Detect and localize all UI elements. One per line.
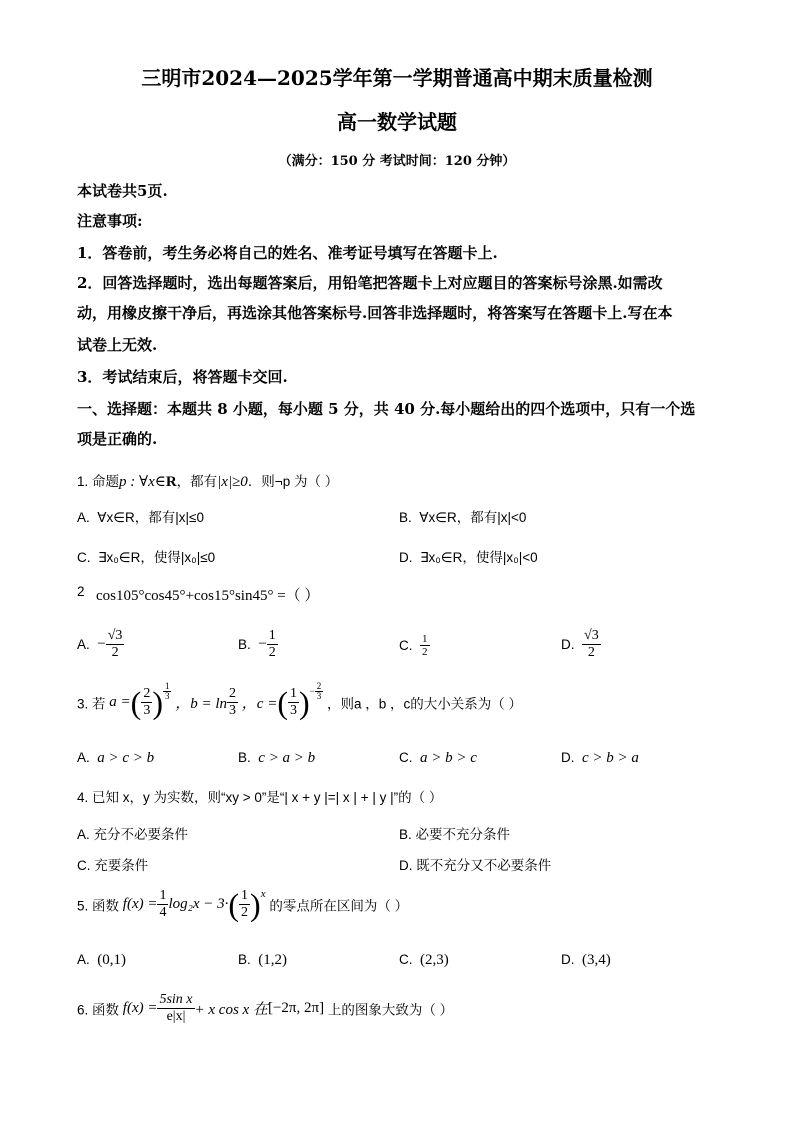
- q5-option-a-label: A.: [77, 952, 90, 967]
- q3-c-base-denominator: 3: [289, 703, 297, 718]
- q6-tail: + x cos x 在: [194, 1002, 268, 1018]
- q3-c-right-paren: ): [298, 684, 310, 721]
- q3-a-lhs: a =: [109, 694, 131, 710]
- q3-option-d-text: c > b > a: [582, 750, 639, 766]
- q4-option-b: B. 必要不充分条件: [399, 827, 511, 842]
- q3-option-d: [561, 750, 639, 767]
- q1-option-a: [77, 506, 204, 526]
- q3-option-c-text: a > b > c: [420, 750, 477, 766]
- q1-stem-suffix: ．则¬p 为（ ）: [247, 474, 339, 489]
- q5-option-c: [399, 952, 449, 969]
- q5-stem-prefix: 5. 函数: [77, 898, 120, 914]
- q3-stem-suffix: ，则a ，b ，c的大小关系为（ ）: [326, 696, 523, 712]
- q6-stem-suffix: 上的图象大致为（ ）: [327, 1002, 454, 1018]
- q5-right-paren: ): [250, 886, 261, 923]
- question-5-stem: [77, 888, 408, 921]
- q2-option-b-fraction: [267, 628, 278, 661]
- q1-option-b-text: ∀x∈R，都有|x|<0: [419, 510, 527, 525]
- q2-option-a: [77, 628, 124, 661]
- q5-left-paren: (: [228, 886, 240, 923]
- q1-option-c-text: ∃x₀∈R，使得|x₀|≤0: [98, 550, 216, 565]
- note-2-line-3: 试卷上无效.: [77, 336, 158, 354]
- q5-coef-fraction: [157, 888, 168, 921]
- q1-option-d-label: D.: [399, 550, 413, 565]
- q3-option-d-label: D.: [561, 750, 575, 765]
- q1-option-c-label: C.: [77, 550, 91, 565]
- q6-interval: [−2π, 2π]: [267, 1000, 325, 1016]
- q3-option-a-text: a > c > b: [97, 750, 155, 766]
- q2-option-b-label: B.: [238, 637, 251, 652]
- q5-half-denominator: 2: [241, 905, 249, 920]
- q3-a-right-paren: ): [152, 684, 163, 721]
- q3-b-fraction: [227, 686, 238, 719]
- q1-option-a-text: ∀x∈R，都有|x|≤0: [97, 510, 204, 525]
- q3-stem-prefix: 3. 若: [77, 696, 106, 712]
- q5-option-d-text: (3,4): [582, 952, 611, 968]
- q2-option-d-numerator: √3: [584, 628, 599, 643]
- q2-option-d-label: D.: [561, 637, 575, 652]
- q2-option-a-sign: −: [97, 636, 106, 652]
- q1-option-d: [399, 546, 538, 566]
- note-1: 1．答卷前，考生务必将自己的姓名、准考证号填写在答题卡上.: [77, 244, 498, 262]
- q3-option-b-label: B.: [238, 750, 251, 765]
- q2-option-d-fraction: [582, 628, 601, 661]
- exam-subtitle: 高一数学试题: [337, 110, 457, 134]
- q5-option-b: [238, 952, 287, 969]
- q4-option-c: C. 充要条件: [77, 858, 149, 873]
- q1-option-d-text: ∃x₀∈R，使得|x₀|<0: [420, 550, 538, 565]
- page-count-note: 本试卷共5页.: [77, 182, 168, 200]
- q5-option-d: [561, 952, 611, 969]
- q2-option-a-label: A.: [77, 637, 90, 652]
- q5-function: f(x) =: [122, 896, 158, 912]
- q3-b-numerator: 2: [229, 686, 237, 701]
- q2-option-b-sign: −: [258, 636, 267, 652]
- exam-meta: （满分：150 分 考试时间：120 分钟）: [278, 154, 516, 169]
- q5-exponent: x: [260, 888, 266, 900]
- q5-stem-suffix: 的零点所在区间为（ ）: [269, 898, 409, 914]
- q2-option-d-denominator: 2: [587, 645, 595, 660]
- q5-option-a: [77, 952, 126, 969]
- q2-option-d: [561, 628, 601, 661]
- q3-c-expr: ，c =: [241, 696, 278, 712]
- q3-b-denominator: 3: [229, 703, 237, 718]
- q2-option-c-denominator: 2: [422, 646, 428, 658]
- q3-option-a-label: A.: [77, 750, 90, 765]
- q5-option-b-text: (1,2): [258, 952, 288, 968]
- q1-real-set: R: [165, 474, 177, 490]
- q5-coef-numerator: 1: [159, 888, 167, 903]
- q1-option-b-label: B.: [399, 510, 412, 525]
- note-3: 3．考试结束后，将答题卡交回.: [77, 368, 288, 386]
- q3-option-b-text: c > a > b: [258, 750, 316, 766]
- q3-a-base-denominator: 3: [143, 703, 151, 718]
- note-2-line-2: 动，用橡皮擦干净后，再选涂其他答案标号.回答非选择题时，将答案写在答题卡上.写在本: [77, 304, 673, 322]
- q4-option-a: A. 充分不必要条件: [77, 827, 189, 842]
- q2-option-c-numerator: 1: [422, 633, 428, 645]
- q3-c-base: [288, 686, 299, 719]
- q3-option-b: [238, 750, 315, 767]
- q1-proposition: p : ∀x∈: [119, 474, 166, 490]
- q4-option-d: D. 既不充分又不必要条件: [399, 858, 552, 873]
- q3-option-c: [399, 750, 477, 767]
- q2-option-a-denominator: 2: [111, 645, 119, 660]
- q1-option-c: [77, 546, 215, 566]
- q6-numerator: 5sin x: [159, 992, 193, 1007]
- q1-option-b: [399, 506, 526, 526]
- q3-a-exponent-denominator: 3: [164, 691, 170, 701]
- q3-c-exponent-numerator: 2: [316, 681, 322, 691]
- q5-option-c-label: C.: [399, 952, 413, 967]
- q6-denominator: e|x|: [166, 1009, 186, 1024]
- question-6-stem: [77, 992, 453, 1025]
- q2-option-a-fraction: [106, 628, 125, 661]
- q6-function: f(x) =: [122, 1000, 158, 1016]
- q6-stem-prefix: 6. 函数: [77, 1002, 120, 1018]
- section-1-instructions-line-2: 项是正确的.: [77, 430, 158, 448]
- question-3-stem: [77, 681, 523, 721]
- q5-half-numerator: 1: [241, 888, 249, 903]
- q1-stem-mid: ，都有: [176, 474, 218, 489]
- q2-option-a-numerator: √3: [107, 628, 123, 643]
- question-4-stem: 4. 已知 x，y 为实数，则“xy > 0”是“| x + y |=| x | + | y |”的（ ）: [77, 790, 443, 805]
- q3-c-exponent-denominator: 3: [316, 691, 322, 701]
- q5-coef-denominator: 4: [159, 905, 167, 920]
- q5-log-term: log₂x − 3·: [168, 896, 229, 912]
- q2-option-b: [238, 628, 278, 661]
- q5-option-d-label: D.: [561, 952, 575, 967]
- q5-option-c-text: (2,3): [420, 952, 449, 968]
- q2-option-b-numerator: 1: [268, 628, 276, 643]
- q3-option-c-label: C.: [399, 750, 413, 765]
- q3-a-base-numerator: 2: [143, 686, 151, 701]
- q3-b-expr: ，b = ln: [175, 696, 228, 712]
- q3-a-exponent-numerator: 1: [164, 681, 170, 691]
- q5-option-b-label: B.: [238, 952, 251, 967]
- q1-stem-prefix: 1. 命题: [77, 474, 120, 489]
- q1-option-a-label: A.: [77, 510, 90, 525]
- question-1-stem: [77, 470, 338, 491]
- q3-option-a: [77, 750, 154, 767]
- q3-a-base: [141, 686, 152, 719]
- q6-fraction: [157, 992, 194, 1025]
- q2-option-c-label: C.: [399, 638, 413, 653]
- q3-c-exponent: [315, 682, 324, 701]
- exam-title: 三明市2024—2025学年第一学期普通高中期末质量检测: [141, 66, 653, 90]
- q2-option-c-fraction: [420, 633, 430, 658]
- section-1-instructions-line-1: 一、选择题：本题共 8 小题，每小题 5 分，共 40 分.每小题给出的四个选项中，只有一个选: [77, 400, 696, 418]
- q3-c-base-numerator: 1: [289, 686, 297, 701]
- note-2-line-1: 2．回答选择题时，选出每题答案后，用铅笔把答题卡上对应题目的答案标号涂黑.如需改: [77, 274, 663, 292]
- q3-a-exponent: [163, 682, 172, 701]
- q3-a-left-paren: (: [130, 684, 142, 721]
- q1-abs-condition: |x|≥0: [217, 474, 248, 490]
- question-2-stem: cos105°cos45°+cos15°sin45° =（ ）: [96, 588, 320, 604]
- q2-option-b-denominator: 2: [268, 645, 276, 660]
- q5-half-fraction: [239, 888, 250, 921]
- q3-c-left-paren: (: [277, 684, 288, 721]
- q3-c-exponent-sign: −: [309, 686, 315, 696]
- q2-option-c: [399, 633, 430, 658]
- notes-heading: 注意事项:: [77, 212, 143, 230]
- q5-option-a-text: (0,1): [97, 952, 127, 968]
- question-2-number: 2: [77, 584, 85, 599]
